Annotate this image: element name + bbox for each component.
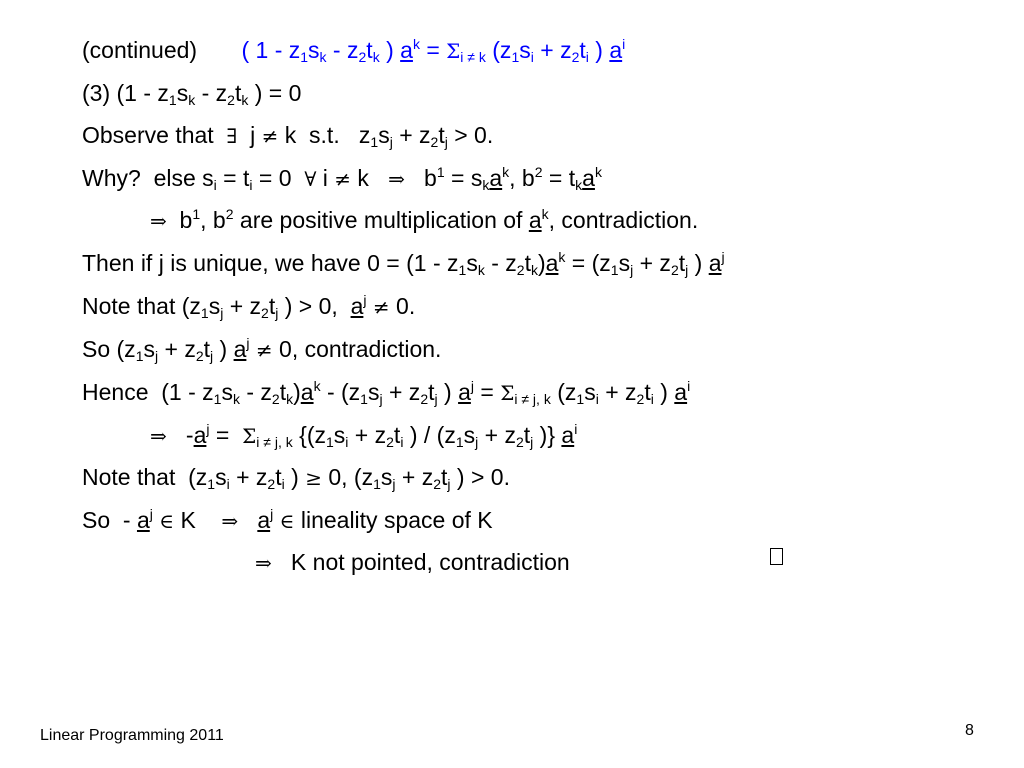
line-observe: Observe that ∃ j ≠ k s.t. $z_1s_j + z_2t_j > 0$. [82,122,494,150]
line-so-contradiction: So ($z_1s_j + z_2t_j$ ) $a^j \ne 0$, contradiction. [82,335,442,364]
line-negative-aj: ⇒ $-a^j = \Sigma_{i \ne j, k}$ {($z_1s_i + z_2t_i$ ) / ($z_1s_j + z_2t_j$ )} $a^i$ [150,421,578,450]
line-lineality: So - $a^j$ ∈ K ⇒ $a^j$ ∈ lineality space of K [82,506,493,533]
footer-title: Linear Programming 2011 [40,727,224,744]
continued-label: (continued) [82,37,198,63]
page-number: 8 [965,722,974,739]
line-condition-3: (3) ($1 - z_1s_k - z_2t_k$ ) = 0 [82,80,302,108]
line-hence: Hence $(1 - z_1s_k - z_2t_k)a^k - (z_1s_j + z_2t_j$ ) $a^j = \Sigma_{i \ne j, k}$ ($z_1s_i + z_2t_i$ ) $a^i$ [82,378,691,407]
line-note-nonnegative: Note that ($z_1s_i + z_2t_i$ ) ≥ 0, ($z_1s_j + z_2t_j$ ) > 0. [82,464,510,492]
line-note-positive: Note that ($z_1s_j + z_2t_j$ ) > 0, $a^j \ne 0$. [82,292,416,321]
line-continued [82,36,625,65]
line-unique-j: Then if j is unique, we have $0 = (1 - z_1s_k - z_2t_k)a^k = (z_1s_j + z_2t_j$ ) $a^j$ [82,249,725,278]
line-why: Why? else $s_i = t_i = 0$ ∀ i ≠ k ⇒ $b^1 = s_ka^k$, $b^2 = t_ka^k$ [82,164,602,193]
continued-formula: ( $1 - z_1s_k - z_2t_k$ ) $a^k = \Sigma_{i \ne k}$ ($z_1s_i + z_2t_i$ ) $a^i$ [241,36,626,65]
line-positive-multiplication: ⇒ $b^1$, $b^2$ are positive multiplication of $a^k$, contradiction. [150,206,699,233]
line-not-pointed: ⇒ K not pointed, contradiction [255,549,570,575]
qed-box [770,548,783,565]
